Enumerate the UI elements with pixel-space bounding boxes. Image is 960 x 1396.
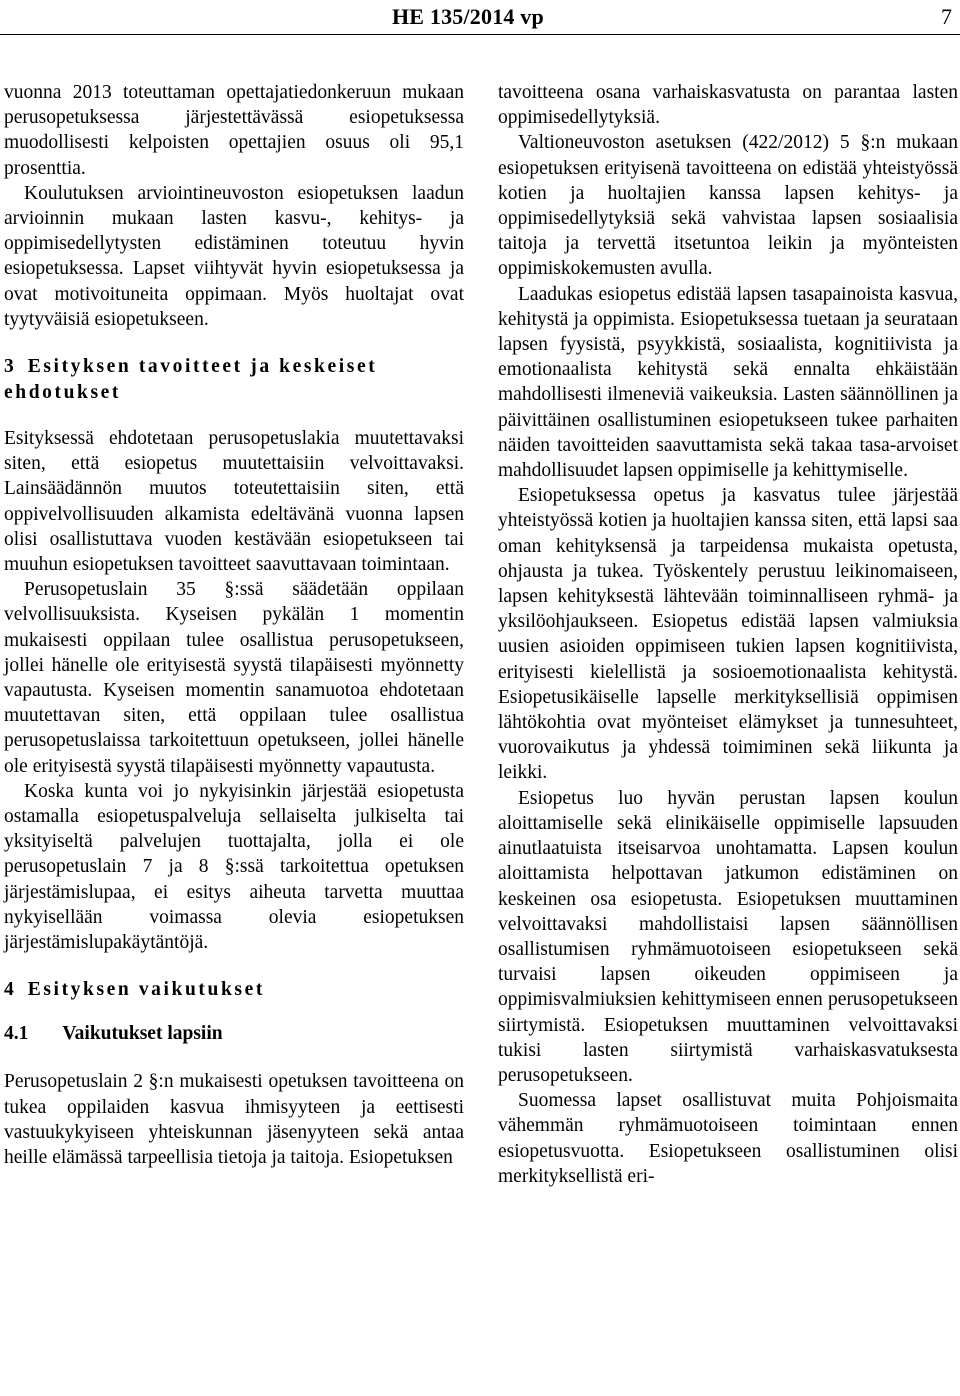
section-heading-3 (4, 354, 464, 406)
section-number: 3 (4, 356, 14, 378)
section-number: 4 (4, 979, 14, 1001)
paragraph: Valtioneuvoston asetuksen (422/2012) 5 §:n mukaan esiopetuksen erityisenä tavoitteena on edistää yhteistyössä kotien ja huoltajien kanssa lapsen kehitys- ja oppimisedellytyksiä sekä vahvistaa lapsen sosiaalisia taitoja ja tervettä itsetuntoa leikin ja myönteisten oppimiskokemusten avulla. (498, 132, 958, 280)
paragraph: Suomessa lapset osallistuvat muita Pohjoismaita vähemmän ryhmämuotoiseen toimintaan ennen esiopetusvuotta. Esiopetukseen osallistuminen olisi merkityksellistä eri- (498, 1090, 958, 1187)
section-title: Esityksen tavoitteet ja keskeiset ehdotukset (4, 356, 378, 404)
section-heading-4 (4, 977, 464, 1003)
paragraph: Esiopetuksessa opetus ja kasvatus tulee järjestää yhteistyössä kotien ja huoltajien kanssa siten, että lapsi saa oman kehityksensä ja tarpeidensa mukaista opetusta, ohjausta ja tukea. Työskentely perustuu leikinomaiseen, lapsen kehityksestä lähtevään toiminnalliseen ryhmä- ja yksilöohjaukseen. Esiopetus edistää lapsen valmiuksia uusien asioiden oppimiseen tukien lapsen kognitiivista, erityisesti kielellistä ja sosioemotionaalista kehitystä. Esiopetusikäiselle lapselle merkityksellisiä oppimisen lähtökohtia ovat myönteiset elämykset ja tunnesuhteet, vuorovaikutus ja yhdessä toimiminen sekä liikunta ja leikki. (498, 485, 958, 784)
section-title: Esityksen vaikutukset (27, 979, 265, 1001)
subsection-title: Vaikutukset lapsiin (62, 1023, 223, 1045)
subsection-number: 4.1 (4, 1023, 29, 1045)
page-header (0, 0, 960, 35)
paragraph: tavoitteena osana varhaiskasvatusta on parantaa lasten oppimisedellytyksiä. (498, 82, 958, 129)
paragraph: vuonna 2013 toteuttaman opettajatiedonkeruun mukaan perusopetuksessa järjestettävässä esiopetuksessa muodollisesti kelpoisten opettajien osuus oli 95,1 prosenttia. (4, 82, 464, 179)
paragraph: Perusopetuslain 2 §:n mukaisesti opetuksen tavoitteena on tukea oppilaiden kasvua ihmisyyteen ja eettisesti vastuukykyiseen yhteiskunnan jäsenyyteen sekä antaa heille elämässä tarpeellisia tietoja ja taitoja. Esiopetuksen (4, 1071, 464, 1168)
right-column (498, 80, 958, 1189)
paragraph: Esiopetus luo hyvän perustan lapsen koulun aloittamiselle sekä elinikäiselle oppimiselle lapsuuden ainutlaatuista itseisarvoa unohtamatta. Lapsen koulun aloittamista helpottavan jatkumon edistäminen on keskeinen osa esiopetusta. Esiopetuksen muuttaminen velvoittavaksi mahdollistaisi lapsen säännöllisen osallistumisen ryhmämuotoiseen esiopetukseen sekä turvaisi lapsen oikeuden oppimiseen ja oppimisvalmiuksien kehittymiseen ennen perusopetukseen siirtymistä. Esiopetuksen muuttaminen velvoittavaksi tukisi lasten siirtymistä varhaiskasvatuksesta perusopetukseen. (498, 787, 958, 1086)
page-number: 7 (941, 4, 952, 29)
paragraph: Koska kunta voi jo nykyisinkin järjestää esiopetusta ostamalla esiopetuspalveluja sellaiselta julkiselta tai yksityiseltä palvelujen tuottajalta, jolla ei ole perusopetuslain 7 ja 8 §:ssä tarkoitettua opetuksen järjestämislupaa, ei esitys aiheuta tarvetta muuttaa nykyisellään voimassa olevia esiopetuksen järjestämislupakäytäntöjä. (4, 780, 464, 954)
paragraph: Perusopetuslain 35 §:ssä säädetään oppilaan velvollisuuksista. Kyseisen pykälän 1 momentin mukaisesti oppilaan tulee osallistua perusopetukseen, jollei hänelle ole erityisestä syystä tilapäisesti myönnetty vapautusta. Kyseisen momentin sanamuotoa ehdotetaan muutettavan siten, että oppilaan tulee osallistua perusopetuslaissa tarkoitettuun opetukseen, jollei hänelle ole erityisestä syystä tilapäisesti myönnetty vapautusta. (4, 579, 464, 777)
paragraph: Koulutuksen arviointineuvoston esiopetuksen laadun arvioinnin mukaan lasten kasvu-, kehitys- ja oppimisedellytysten edistäminen toteutuu hyvin esiopetuksessa. Lapset viihtyvät hyvin esiopetuksessa ja ovat motivoituneita oppimaan. Myös huoltajat ovat tyytyväisiä esiopetukseen. (4, 182, 464, 330)
left-column (4, 80, 464, 1170)
paragraph: Laadukas esiopetus edistää lapsen tasapainoista kasvua, kehitystä ja oppimista. Esiopetuksessa tuetaan ja seurataan lapsen fyysistä, psyykkistä, sosiaalista, kognitiivista ja emotionaalista kehitystä sekä ennalta ehkäistään mahdollisesti ilmeneviä vaikeuksia. Lasten säännöllinen ja päivittäinen osallistuminen esiopetukseen tukee parhaiten näiden tavoitteiden saavuttamista sekä takaa tasa-arvoiset mahdollisuudet lapsen oppimiselle ja kehittymiselle. (498, 283, 958, 482)
paragraph: Esityksessä ehdotetaan perusopetuslakia muutettavaksi siten, että esiopetus muutettaisiin velvoittavaksi. Lainsäädännön muutos toteutettaisiin siten, että oppivelvollisuuden alkamista edeltävänä vuonna lapsen olisi osallistuttava vuoden kestävään esiopetukseen tai muuhun esiopetuksen tavoitteet saavuttavaan toimintaan. (4, 428, 464, 576)
subsection-heading-4-1 (4, 1021, 464, 1047)
document-id: HE 135/2014 vp (392, 4, 544, 29)
